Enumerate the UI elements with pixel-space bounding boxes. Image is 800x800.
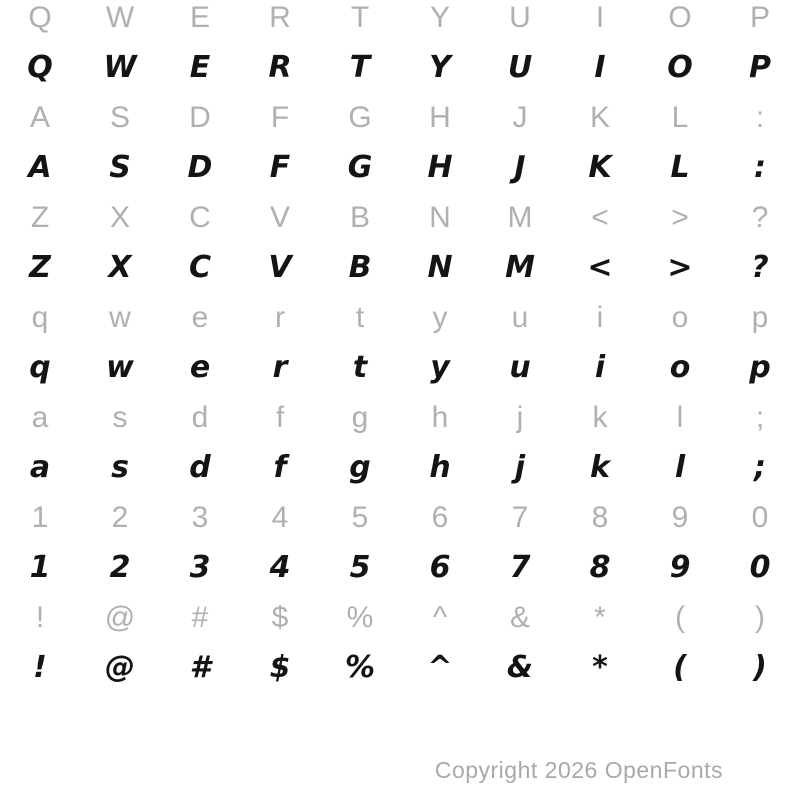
glyph-cell: 4 [271,501,289,534]
glyph-cell: L [670,150,690,185]
glyph-cell: : [755,101,765,134]
glyph-cell: R [269,1,291,34]
glyph-cell: q [31,301,49,334]
glyph-cell: ? [751,201,769,234]
glyph-cell: ^ [432,601,448,634]
glyph-cell: 0 [749,550,771,585]
glyph-cell: u [509,350,531,385]
glyph-cell: P [749,1,770,34]
glyph-cell: N [429,201,451,234]
glyph-cell: # [189,650,211,685]
char-row-specimen-8 [0,343,800,393]
glyph-cell: 4 [269,550,291,585]
char-row-reference-9 [0,393,800,443]
glyph-cell: 8 [591,501,609,534]
glyph-cell: J [514,150,526,185]
copyright-notice: Copyright 2026 OpenFonts [434,757,723,783]
glyph-cell: ; [754,450,766,485]
glyph-cell: 8 [589,550,611,585]
glyph-cell: Y [429,1,450,34]
glyph-cell: E [189,50,211,85]
glyph-cell: % [344,650,376,685]
glyph-cell: H [427,150,453,185]
glyph-cell: o [671,301,689,334]
glyph-cell: 1 [29,550,51,585]
glyph-cell: J [512,101,528,134]
glyph-cell: X [109,201,130,234]
glyph-cell: a [29,450,51,485]
glyph-cell: C [189,201,211,234]
glyph-cell: k [592,401,608,434]
glyph-cell: W [105,1,135,34]
glyph-cell: M [505,250,535,285]
glyph-cell: l [676,401,684,434]
glyph-cell: 7 [509,550,531,585]
glyph-cell: w [106,350,134,385]
glyph-cell: d [189,450,211,485]
glyph-cell: V [269,201,290,234]
glyph-cell: U [509,1,531,34]
glyph-cell: * [594,601,606,634]
glyph-cell: ; [755,401,765,434]
char-row-reference-5 [0,193,800,243]
glyph-cell: $ [271,601,289,634]
glyph-cell: P [749,50,771,85]
glyph-cell: p [749,350,771,385]
glyph-cell: E [189,1,210,34]
glyph-cell: @ [104,601,136,634]
glyph-cell: p [751,301,769,334]
glyph-cell: F [269,150,291,185]
glyph-cell: T [349,50,371,85]
char-row-reference-7 [0,293,800,343]
glyph-cell: t [352,350,368,385]
glyph-cell: q [29,350,51,385]
glyph-cell: s [112,401,128,434]
glyph-cell: Q [27,50,53,85]
glyph-cell: F [270,101,290,134]
glyph-cell: ( [673,650,687,685]
glyph-cell: S [109,101,130,134]
glyph-cell: 6 [431,501,449,534]
char-row-reference-3 [0,93,800,143]
glyph-cell: 0 [751,501,769,534]
glyph-cell: w [109,301,131,334]
glyph-cell: h [429,450,451,485]
glyph-cell: T [350,1,370,34]
glyph-cell: ^ [427,650,453,685]
glyph-cell: V [268,250,292,285]
glyph-cell: 2 [109,550,131,585]
glyph-cell: $ [269,650,291,685]
glyph-cell: G [347,150,373,185]
glyph-cell: B [348,250,372,285]
glyph-cell: O [667,50,693,85]
glyph-cell: r [272,350,288,385]
glyph-cell: y [432,301,448,334]
glyph-cell: ( [675,601,685,634]
glyph-cell: B [349,201,370,234]
glyph-cell: R [268,50,292,85]
glyph-cell: r [275,301,285,334]
glyph-cell: e [191,301,209,334]
glyph-cell: ! [33,650,47,685]
glyph-cell: # [191,601,209,634]
glyph-cell: g [349,450,371,485]
char-row-specimen-2 [0,43,800,93]
glyph-cell: d [191,401,209,434]
glyph-cell: % [346,601,374,634]
glyph-cell: X [108,250,132,285]
glyph-cell: 3 [189,550,211,585]
glyph-cell: a [31,401,49,434]
glyph-cell: @ [105,650,135,685]
glyph-cell: O [668,1,692,34]
glyph-cell: I [594,50,606,85]
glyph-cell: H [429,101,451,134]
char-row-reference-13 [0,593,800,643]
glyph-cell: ? [751,250,769,285]
glyph-cell: G [348,101,372,134]
glyph-cell: ) [753,650,767,685]
char-row-reference-11 [0,493,800,543]
glyph-cell: k [590,450,610,485]
glyph-cell: f [273,450,287,485]
glyph-cell: i [596,301,604,334]
glyph-cell: y [430,350,450,385]
glyph-cell: 5 [349,550,371,585]
glyph-cell: 2 [111,501,129,534]
glyph-cell: & [506,650,534,685]
glyph-cell: s [111,450,129,485]
char-row-specimen-4 [0,143,800,193]
glyph-cell: K [589,101,610,134]
glyph-cell: D [189,101,211,134]
glyph-cell: > [667,250,693,285]
glyph-cell: ! [35,601,45,634]
glyph-cell: U [507,50,533,85]
char-row-specimen-12 [0,543,800,593]
glyph-cell: Z [29,250,51,285]
char-row-specimen-14 [0,643,800,693]
glyph-cell: ) [755,601,765,634]
glyph-cell: A [28,150,52,185]
char-row-reference-1 [0,0,800,43]
glyph-cell: h [431,401,449,434]
glyph-cell: 3 [191,501,209,534]
glyph-cell: : [754,150,766,185]
glyph-cell: L [671,101,689,134]
glyph-cell: S [109,150,131,185]
glyph-cell: K [588,150,612,185]
glyph-cell: i [594,350,606,385]
glyph-cell: t [355,301,365,334]
glyph-cell: 6 [429,550,451,585]
char-row-specimen-6 [0,243,800,293]
glyph-cell: Y [429,50,451,85]
glyph-cell: o [669,350,691,385]
glyph-cell: 5 [351,501,369,534]
glyph-cell: Q [28,1,52,34]
glyph-cell: I [595,1,605,34]
glyph-cell: j [516,401,524,434]
glyph-cell: > [671,201,689,234]
glyph-cell: * [592,650,608,685]
glyph-cell: N [427,250,453,285]
glyph-cell: j [514,450,526,485]
glyph-cell: 9 [669,550,691,585]
glyph-cell: g [351,401,369,434]
glyph-cell: 7 [511,501,529,534]
glyph-cell: 9 [671,501,689,534]
glyph-cell: M [507,201,533,234]
glyph-cell: C [188,250,212,285]
glyph-cell: e [189,350,211,385]
glyph-cell: u [511,301,529,334]
char-row-specimen-10 [0,443,800,493]
glyph-cell: Z [30,201,50,234]
glyph-cell: & [509,601,530,634]
glyph-cell: 1 [31,501,49,534]
glyph-cell: W [103,50,137,85]
glyph-cell: < [587,250,613,285]
glyph-cell: l [674,450,686,485]
glyph-cell: D [187,150,213,185]
glyph-cell: < [591,201,609,234]
glyph-cell: A [29,101,50,134]
glyph-cell: f [275,401,285,434]
